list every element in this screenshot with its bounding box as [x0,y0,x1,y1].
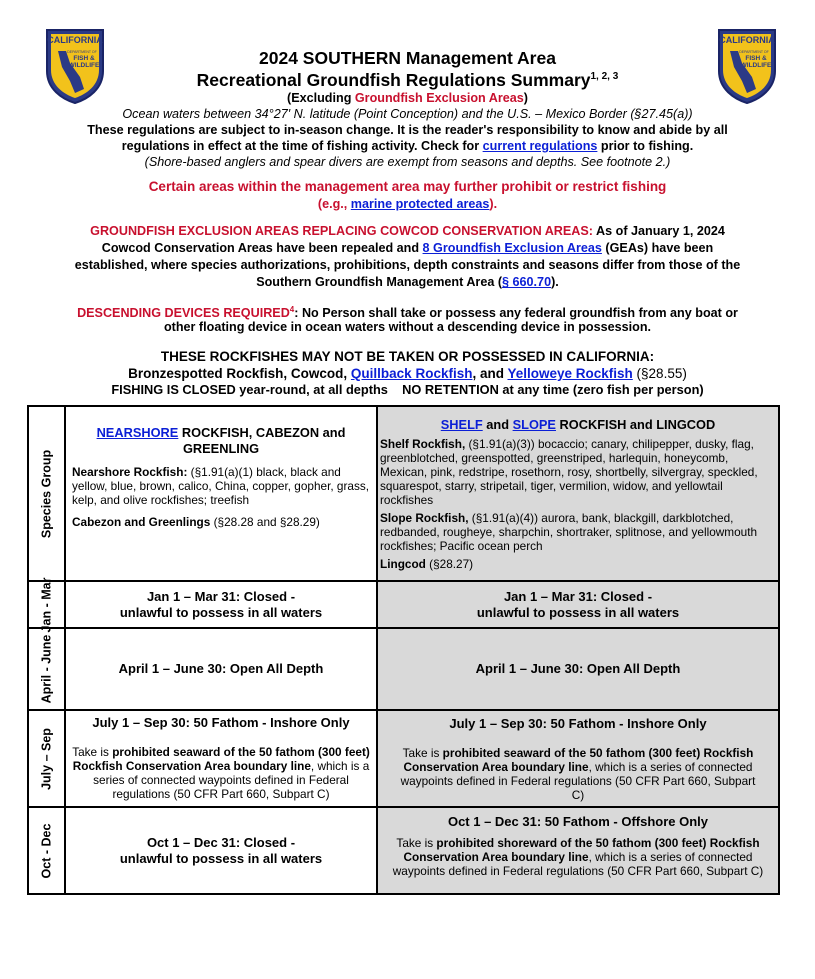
row-label-jan-mar: Jan - Mar [28,581,65,628]
nearshore-jan-mar: Jan 1 – Mar 31: Closed - unlawful to possess in all waters [65,581,377,628]
gea-notice-line4: Southern Groundfish Management Area (§ 660.70). [256,275,559,289]
row-label-july-sep: July – Sep [28,710,65,807]
nearshore-july-sep: July 1 – Sep 30: 50 Fathom - Inshore Only Take is prohibited seaward of the 50 fathom (300 feet) Rockfish Conservation Area boundary line, which is a series of connected waypoints defined in Federal regulations (50 CFR Part 660, Subpart C) [65,710,377,807]
section-660-70-link[interactable]: § 660.70 [502,275,552,289]
prohibited-heading: THESE ROCKFISHES MAY NOT BE TAKEN OR POSSESSED IN CALIFORNIA: [160,349,655,364]
nearshore-oct-dec: Oct 1 – Dec 31: Closed - unlawful to possess in all waters [65,807,377,894]
current-regulations-link[interactable]: current regulations [482,139,598,153]
prohibited-closure: FISHING IS CLOSED year-round, at all depths NO RETENTION at any time (zero fish per person) [111,382,704,397]
quillback-rockfish-link[interactable]: Quillback Rockfish [350,366,473,381]
table-row-jan-mar [28,581,779,628]
logo-text-wildlife: WILDLIFE [740,62,772,69]
title-footnotes: 1, 2, 3 [590,71,619,82]
yelloweye-rockfish-link[interactable]: Yelloweye Rockfish [507,366,633,381]
descending-devices-line1: DESCENDING DEVICES REQUIRED$^4$: No Person shall take or possess any federal groundfish from any boat or [77,305,738,321]
logo-text-department: DEPARTMENT OF [67,50,97,54]
shelf-rockfish-list: Shelf Rockfish, (§1.91(a)(3)) bocaccio; canary, chilipepper, dusky, flag, greenblotched, greenspotted, greenstriped, harlequin, honeycomb, Mexican, pink, redstripe, rosethorn, rosy, shortbelly, silvergray, speckled, squarespot, starry, stripetail, tiger, vermilion, widow, and yellowtail rockfishes [380,437,758,507]
gea-notice-line3: established, where species authorizations, prohibitions, depth constraints and seasons differ from those of the [74,258,741,272]
logo-text-california: CALIFORNIA [719,35,775,45]
regulations-table [27,405,780,895]
shelf-slope-heading: SHELF and SLOPE ROCKFISH and LINGCOD [440,417,716,432]
logo-text-wildlife: WILDLIFE [68,62,100,69]
marine-protected-areas-link[interactable]: marine protected areas [350,197,490,211]
nearshore-rockfish-list: Nearshore Rockfish: (§1.91(a)(1) black, black and yellow, blue, brown, calico, China, copper, gopher, grass, kelp, and olive rockfishes; treefish [72,465,370,507]
subject-line-1: These regulations are subject to in-season change. It is the reader's responsibility to know and abide by all [87,123,728,137]
nearshore-species-cell [65,406,377,581]
subject-line-2: regulations in effect at the time of fishing activity. Check for current regulations prior to fishing. [121,139,694,153]
table-row-oct-dec [28,807,779,894]
logo-text-fish: FISH & [745,55,767,62]
logo-text-california: CALIFORNIA [47,35,103,45]
nearshore-heading: NEARSHORE ROCKFISH, CABEZON and GREENLING [96,425,346,456]
shelf-july-sep: July 1 – Sep 30: 50 Fathom - Inshore Only Take is prohibited seaward of the 50 fathom (300 feet) Rockfish Conservation Area boundary line, which is a series of connected waypoints defined in Federal regulations (50 CFR Part 660, Subpart C) [377,710,779,807]
table-row-april-june [28,628,779,710]
lingcod: Lingcod (§28.27) [380,557,474,571]
table-row-july-sep [28,710,779,807]
groundfish-exclusion-areas-link[interactable]: 8 Groundfish Exclusion Areas [422,241,602,255]
slope-link[interactable]: SLOPE [512,417,556,432]
shelf-link[interactable]: SHELF [440,417,483,432]
shelf-oct-dec: Oct 1 – Dec 31: 50 Fathom - Offshore Only Take is prohibited shoreward of the 50 fathom (300 feet) Rockfish Conservation Area boundary line, which is a series of connected waypoints defined in Federal regulations (50 CFR Part 660, Subpart C) [377,807,779,894]
shelf-april-june: April 1 – June 30: Open All Depth [377,628,779,710]
excluding-note: (Excluding Groundfish Exclusion Areas) [287,91,528,105]
prohibited-species: Bronzespotted Rockfish, Cowcod, Quillback Rockfish, and Yelloweye Rockfish (§28.55) [128,366,687,381]
gea-notice-line1: GROUNDFISH EXCLUSION AREAS REPLACING COWCOD CONSERVATION AREAS: As of January 1, 2024 [90,224,725,238]
gea-notice-line2: Cowcod Conservation Areas have been repealed and 8 Groundfish Exclusion Areas (GEAs) have been [101,241,714,255]
shelf-jan-mar: Jan 1 – Mar 31: Closed - unlawful to possess in all waters [377,581,779,628]
areas-notice-line2: (e.g., marine protected areas). [317,197,498,211]
descending-devices-line2: other floating device in ocean waters without a descending device in possession. [163,320,652,334]
areas-notice-line1: Certain areas within the management area may further prohibit or restrict fishing [148,179,667,194]
nearshore-april-june: April 1 – June 30: Open All Depth [65,628,377,710]
row-label-oct-dec: Oct - Dec [28,807,65,894]
page-subtitle: Recreational Groundfish Regulations Summary$^{1, 2, 3}$ [196,70,619,90]
logo-text-department: DEPARTMENT OF [739,50,769,54]
cabezon-greenlings: Cabezon and Greenlings (§28.28 and §28.29) [72,515,320,529]
slope-rockfish-list: Slope Rockfish, (§1.91(a)(4)) aurora, bank, blackgill, darkblotched, redbanded, rougheye, sharpchin, shortraker, splitnose, and yellowmouth rockfishes; Pacific ocean perch [380,511,758,553]
table-row-species [28,406,779,581]
nearshore-link[interactable]: NEARSHORE [96,425,179,440]
page-title: 2024 SOUTHERN Management Area [259,48,556,68]
row-label-species-group: Species Group [28,406,65,581]
logo-text-fish: FISH & [73,55,95,62]
shelf-species-cell [377,406,779,581]
waters-description: Ocean waters between 34°27' N. latitude (Point Conception) and the U.S. – Mexico Border (§27.45(a)) [122,107,693,121]
row-label-april-june: April - June [28,628,65,710]
shore-note: (Shore-based anglers and spear divers are exempt from seasons and depths. See footnote 2.) [144,155,671,169]
